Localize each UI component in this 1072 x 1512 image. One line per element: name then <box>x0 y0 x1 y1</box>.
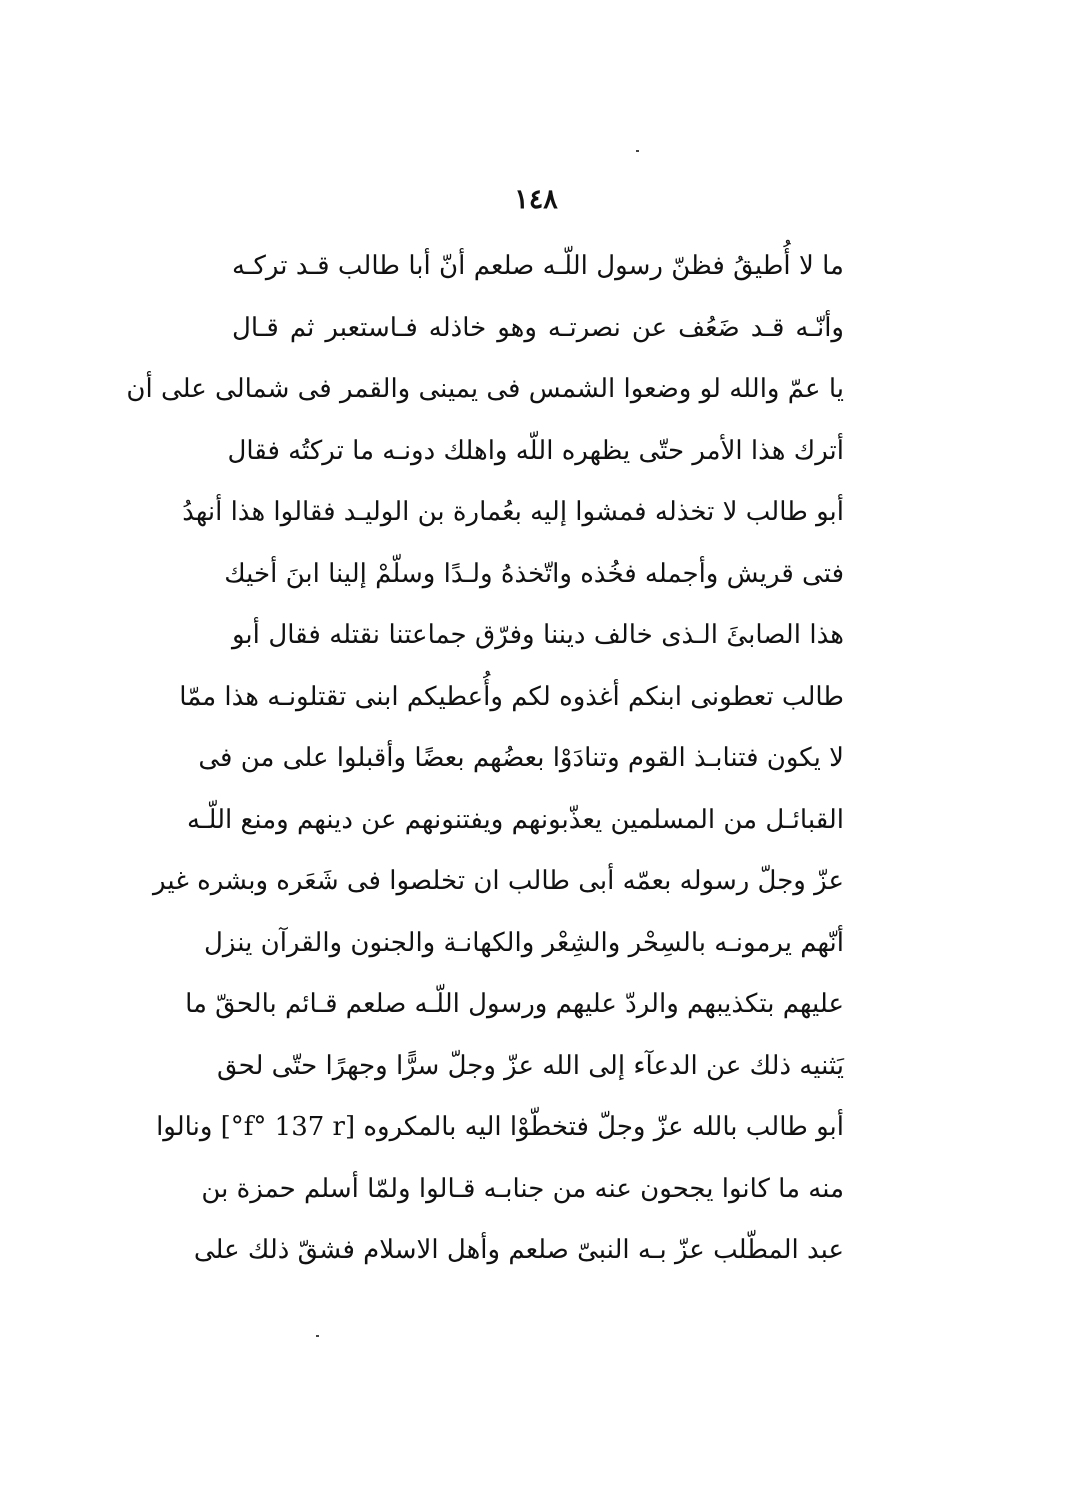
text-line: أبو طالب لا تخذله فمشوا إليه بعُمارة بن الوليـد فقالوا هذا أنهدُ <box>182 497 844 527</box>
text-line: هذا الصابئَ الـذى خالف ديننا وفرّق جماعتنا نقتله فقال أبو <box>232 620 844 650</box>
text-line: أبو طالب بالله عزّ وجلّ فتخطّوْا اليه بالمكروه [f° 137 r°] ونالوا <box>156 1112 844 1142</box>
text-line: لا يكون فتنابـذ القوم وتنادَوْا بعضُهم بعضًا وأقبلوا على من فى <box>198 743 844 773</box>
text-line: يَثنيه ذلك عن الدعآء إلى الله عزّ وجلّ سرًّا وجهرًا حتّى لحق <box>217 1050 844 1081</box>
text-line: عزّ وجلّ رسوله بعمّه أبى طالب ان تخلصوا فى شَعَره وبشره غير <box>153 866 844 896</box>
text-line: طالب تعطونى ابنكم أغذوه لكم وأُعطيكم ابنى تقتلونـه هذا ممّا <box>179 681 844 712</box>
text-line: فتى قريش وأجمله فخُذه واتّخذهُ ولـدًا وسلّمْ إلينا ابنَ أخيك <box>224 558 844 589</box>
page-number: ١٤٨ <box>514 184 558 215</box>
text-line: يا عمّ والله لو وضعوا الشمس فى يمينى والقمر فى شمالى على أن <box>126 374 844 404</box>
text-line: منه ما كانوا يجحون عنه من جنابـه قـالوا ولمّا أسلم حمزة بن <box>201 1173 844 1204</box>
text-line: عليهم بتكذيبهم والردّ عليهم ورسول اللّـه صلعم قـائم بالحقّ ما <box>185 989 844 1019</box>
text-line: أنّهم يرمونـه بالسِحْر والشِعْر والكهانـة والجنون والقرآن ينزل <box>204 927 844 958</box>
text-line: أترك هذا الأمر حتّى يظهره اللّه واهلك دونـه ما تركتُه فقال <box>227 435 844 466</box>
speck-mark <box>636 150 639 152</box>
speck-mark <box>316 1335 319 1337</box>
body-text <box>126 236 844 1282</box>
text-line: وأنّـه قـد ضَعُف عن نصرتـه وهو خاذله فـاستعبر ثم قـال <box>232 312 844 343</box>
text-line: ما لا أُطيقُ فظنّ رسول اللّـه صلعم أنّ أبا طالب قـد تركـه <box>232 251 844 281</box>
text-line: القبائـل من المسلمين يعذّبونهم ويفتنونهم عن دينهم ومنع اللّـه <box>186 804 844 835</box>
text-line: عبد المطّلب عزّ بـه النبىّ صلعم وأهل الاسلام فشقّ ذلك على <box>193 1235 844 1265</box>
